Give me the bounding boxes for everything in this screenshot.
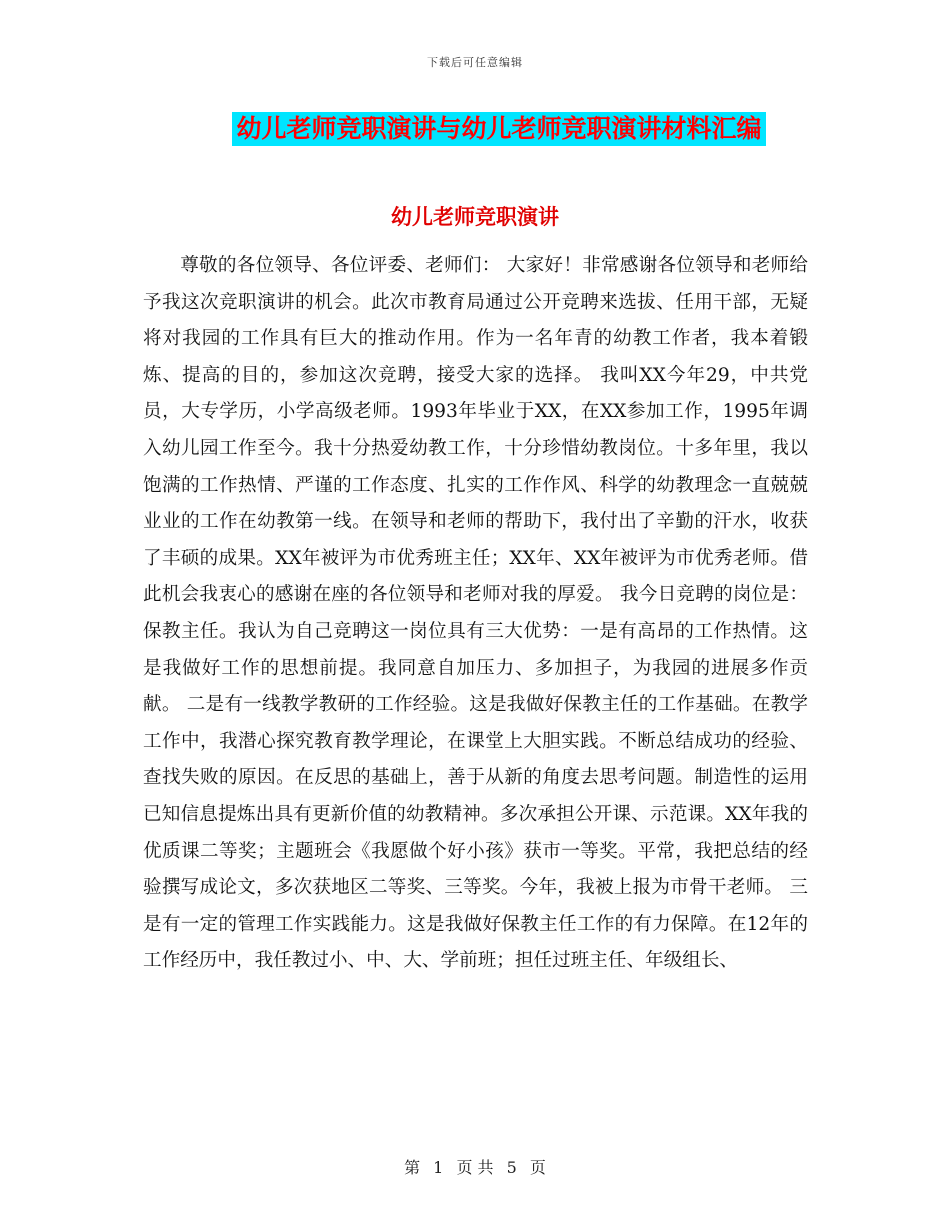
page-number-prefix: 第 [404,1158,421,1177]
body-paragraph: 尊敬的各位领导、各位评委、老师们： 大家好！非常感谢各位领导和老师给予我这次竞职演讲的机会。此次市教育局通过公开竞聘来选拔、任用干部，无疑将对我园的工作具有巨大的推动作用。作为一名年青的幼教工作者，我本着锻炼、提高的目的，参加这次竞聘，接受大家的选择。 我叫XX今年29，中共党员，大专学历，小学高级老师。1993年毕业于XX，在XX参加工作，1995年调入幼儿园工作至今。我十分热爱幼教工作，十分珍惜幼教岗位。十多年里，我以饱满的工作热情、严谨的工作态度、扎实的工作作风、科学的幼教理念一直兢兢业业的工作在幼教第一线。在领导和老师的帮助下，我付出了辛勤的汗水，收获了丰硕的成果。XX年被评为市优秀班主任；XX年、XX年被评为市优秀老师。借此机会我衷心的感谢在座的各位领导和老师对我的厚爱。 我今日竞聘的岗位是：保教主任。我认为自己竞聘这一岗位具有三大优势：一是有高昂的工作热情。这是我做好工作的思想前提。我同意自加压力、多加担子，为我园的进展多作贡献。 二是有一线教学教研的工作经验。这是我做好保教主任的工作基础。在教学工作中，我潜心探究教育教学理论，在课堂上大胆实践。不断总结成功的经验、查找失败的原因。在反思的基础上，善于从新的角度去思考问题。制造性的运用已知信息提炼出具有更新价值的幼教精神。多次承担公开课、示范课。XX年我的优质课二等奖；主题班会《我愿做个好小孩》获市一等奖。平常，我把总结的经验撰写成论文，多次获地区二等奖、三等奖。今年，我被上报为市骨干老师。 三是有一定的管理工作实践能力。这是我做好保教主任工作的有力保障。在12年的工作经历中，我任教过小、中、大、学前班；担任过班主任、年级组长、 [143,255,808,972]
page-footer [0,1155,950,1178]
page-number-mid: 页 共 [456,1158,494,1177]
section-title: 幼儿老师竞职演讲 [391,204,559,229]
page-number-suffix: 页 [529,1158,546,1177]
page-number-total: 5 [506,1158,517,1177]
page-number-current: 1 [433,1158,444,1177]
document-title: 幼儿老师竞职演讲与幼儿老师竞职演讲材料汇编 [232,112,765,146]
header-note: 下载后可任意编辑 [427,56,523,69]
document-title-container [0,112,950,146]
